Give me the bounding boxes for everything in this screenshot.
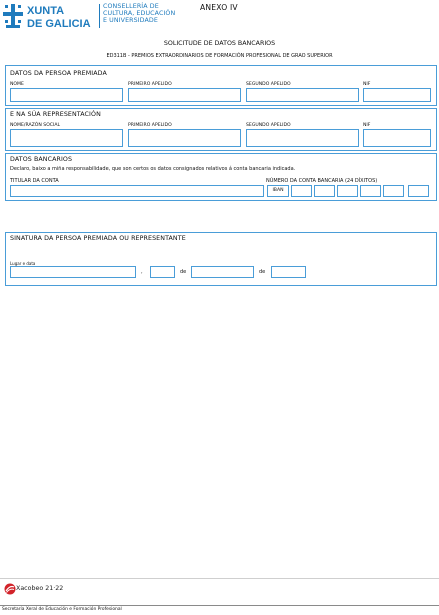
iban-block-6[interactable] [408, 185, 429, 197]
segundo-apelido-input[interactable] [246, 88, 359, 102]
conselleria-line2: CULTURA, EDUCACIÓN [103, 10, 176, 18]
rep-segundo-apelido-input[interactable] [246, 129, 359, 147]
label-nif: NIF [363, 82, 371, 87]
annex-label: ANEXO IV [200, 3, 238, 12]
lugar-input[interactable] [10, 266, 136, 278]
label-primeiro-apelido: PRIMEIRO APELIDO [128, 82, 172, 87]
section-signature [5, 232, 437, 286]
ano-input[interactable] [271, 266, 306, 278]
rep-primeiro-apelido-input[interactable] [128, 129, 241, 147]
iban-block-1[interactable] [291, 185, 312, 197]
footer-secretaria: Secretaría Xeral de Educación e Formación Profesional [2, 607, 122, 612]
section-title: SINATURA DA PERSOA PREMIADA OU REPRESENTANTE [10, 235, 186, 242]
iban-block-4[interactable] [360, 185, 381, 197]
logo-line2: DE GALICIA [27, 18, 91, 30]
label-lugar-data: Lugar e data [10, 261, 36, 266]
label-segundo-apelido: SEGUNDO APELIDO [246, 123, 291, 128]
document-subtitle: ED311B - PREMIOS EXTRAORDINARIOS DE FORMACIÓN PROFESIONAL DE GRAO SUPERIOR [106, 53, 333, 59]
label-nome-razon-social: NOME/RAZÓN SOCIAL [10, 123, 61, 128]
document-title: SOLICITUDE DE DATOS BANCARIOS [163, 40, 276, 47]
mes-input[interactable] [191, 266, 254, 278]
conselleria-name [103, 3, 175, 24]
nif-input[interactable] [363, 88, 431, 102]
page-header [3, 2, 436, 32]
footer-band [0, 578, 439, 598]
label-nome: NOME [10, 82, 24, 87]
de-label-2: de [259, 269, 266, 275]
section-representative [5, 108, 437, 151]
titular-input[interactable] [10, 185, 264, 197]
label-primeiro-apelido: PRIMEIRO APELIDO [128, 123, 172, 128]
logo-divider [99, 4, 100, 28]
xacobeo-text: Xacobeo 21·22 [16, 585, 64, 592]
rep-nif-input[interactable] [363, 129, 431, 147]
xunta-de-galicia-logo [3, 2, 97, 30]
footer-divider [0, 605, 439, 606]
iban-block-3[interactable] [337, 185, 358, 197]
xacobeo-logo-icon [4, 583, 16, 595]
iban-block-5[interactable] [383, 185, 404, 197]
razon-social-input[interactable] [10, 129, 123, 147]
section-title: DATOS BANCARIOS [10, 156, 73, 163]
iban-prefix: IBAN [267, 185, 289, 197]
declaration-text: Declaro, baixo a miña responsabilidade, que son certos os datos consignados relativos á conta bancaria indicada. [10, 166, 296, 172]
label-titular: TITULAR DA CONTA [10, 178, 59, 184]
comma-separator: , [141, 269, 143, 275]
section-title: E NA SÚA REPRESENTACIÓN [10, 111, 101, 118]
iban-block-2[interactable] [314, 185, 335, 197]
nome-input[interactable] [10, 88, 123, 102]
conselleria-line1: CONSELLERÍA DE [103, 3, 159, 10]
label-segundo-apelido: SEGUNDO APELIDO [246, 82, 291, 87]
conselleria-line3: E UNIVERSIDADE [103, 17, 158, 25]
de-label-1: de [180, 269, 187, 275]
dia-input[interactable] [150, 266, 175, 278]
primeiro-apelido-input[interactable] [128, 88, 241, 102]
section-bank-data [5, 153, 437, 201]
label-numero-conta: NÚMERO DA CONTA BANCARIA (24 DÍXITOS) [266, 178, 378, 184]
label-nif: NIF [363, 123, 371, 128]
section-title: DATOS DA PERSOA PREMIADA [10, 70, 107, 77]
section-awardee-data [5, 65, 437, 106]
logo-line1: XUNTA [27, 5, 65, 17]
